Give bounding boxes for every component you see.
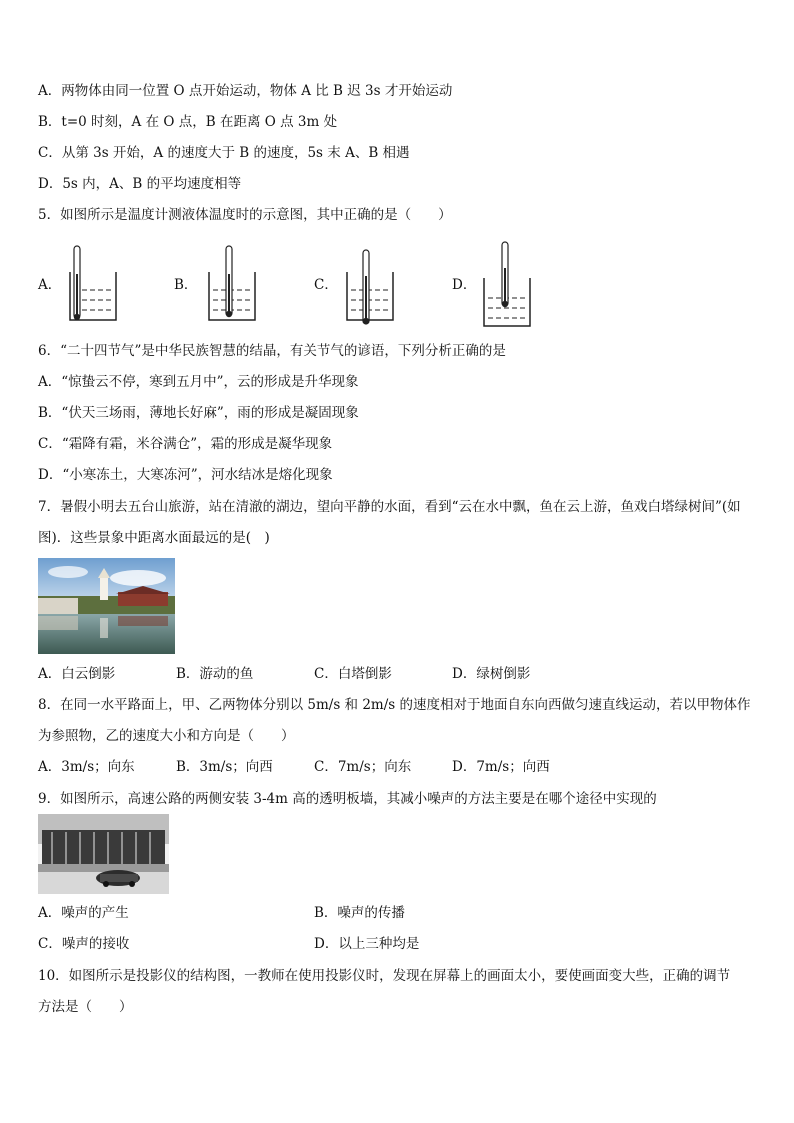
q8-stem-line1: 8．在同一水平路面上，甲、乙两物体分别以 5m/s 和 2m/s 的速度相对于地面自东向西做匀速直线运动，若以甲物体作	[38, 697, 751, 713]
q8-option-c: C．7m/s；向东	[314, 759, 412, 775]
q5-label-b: B．	[174, 277, 198, 293]
q8-stem-line2: 为参照物，乙的速度大小和方向是（ ）	[38, 728, 295, 744]
q5-label-a: A．	[38, 277, 62, 293]
q4-option-b: B．t=0 时刻，A 在 O 点，B 在距离 O 点 3m 处	[38, 114, 338, 130]
q5-label-d: D．	[452, 277, 477, 293]
q9-stem: 9．如图所示，高速公路的两侧安装 3-4m 高的透明板墙，其减小噪声的方法主要是在哪个途径中实现的	[38, 791, 657, 807]
q9-option-c: C．噪声的接收	[38, 936, 130, 952]
beaker-c-figure	[343, 244, 397, 326]
q7-option-c: C．白塔倒影	[314, 666, 392, 682]
q9-option-b: B．噪声的传播	[314, 905, 405, 921]
q6-option-a: A．“惊蛰云不停，寒到五月中”，云的形成是升华现象	[38, 374, 359, 390]
q10-stem-line1: 10．如图所示是投影仪的结构图，一教师在使用投影仪时，发现在屏幕上的画面太小，要使画面变大些，正确的调节	[38, 968, 731, 984]
highway-barrier-photo	[38, 814, 169, 894]
lake-pagoda-photo	[38, 558, 175, 654]
q6-option-d: D．“小寒冻土，大寒冻河”，河水结冰是熔化现象	[38, 467, 333, 483]
q6-stem: 6．“二十四节气”是中华民族智慧的结晶，有关节气的谚语，下列分析正确的是	[38, 343, 506, 359]
q8-option-a: A．3m/s；向东	[38, 759, 135, 775]
q7-stem-line2: 图)．这些景象中距离水面最远的是( )	[38, 530, 270, 546]
q7-option-b: B．游动的鱼	[176, 666, 254, 682]
q5-label-c: C．	[314, 277, 338, 293]
q7-stem-line1: 7．暑假小明去五台山旅游，站在清澈的湖边，望向平静的水面，看到“云在水中飘，鱼在云上游，鱼戏白塔绿树间”(如	[38, 499, 741, 515]
beaker-d-figure	[480, 240, 534, 330]
q4-option-a: A．两物体由同一位置 O 点开始运动，物体 A 比 B 迟 3s 才开始运动	[38, 83, 453, 99]
q4-option-d: D．5s 内，A、B 的平均速度相等	[38, 176, 242, 192]
q8-option-d: D．7m/s；向西	[452, 759, 550, 775]
q7-option-a: A．白云倒影	[38, 666, 116, 682]
q7-option-d: D．绿树倒影	[452, 666, 531, 682]
q4-option-c: C．从第 3s 开始，A 的速度大于 B 的速度，5s 末 A、B 相遇	[38, 145, 410, 161]
q9-option-a: A．噪声的产生	[38, 905, 129, 921]
q8-option-b: B．3m/s；向西	[176, 759, 273, 775]
q5-stem: 5．如图所示是温度计测液体温度时的示意图，其中正确的是（ ）	[38, 207, 452, 223]
beaker-b-figure	[205, 244, 259, 326]
q6-option-c: C．“霜降有霜，米谷满仓”，霜的形成是凝华现象	[38, 436, 333, 452]
q10-stem-line2: 方法是（ ）	[38, 999, 133, 1015]
q6-option-b: B．“伏天三场雨，薄地长好麻”，雨的形成是凝固现象	[38, 405, 359, 421]
q9-option-d: D．以上三种均是	[314, 936, 420, 952]
beaker-a-figure	[66, 244, 120, 326]
